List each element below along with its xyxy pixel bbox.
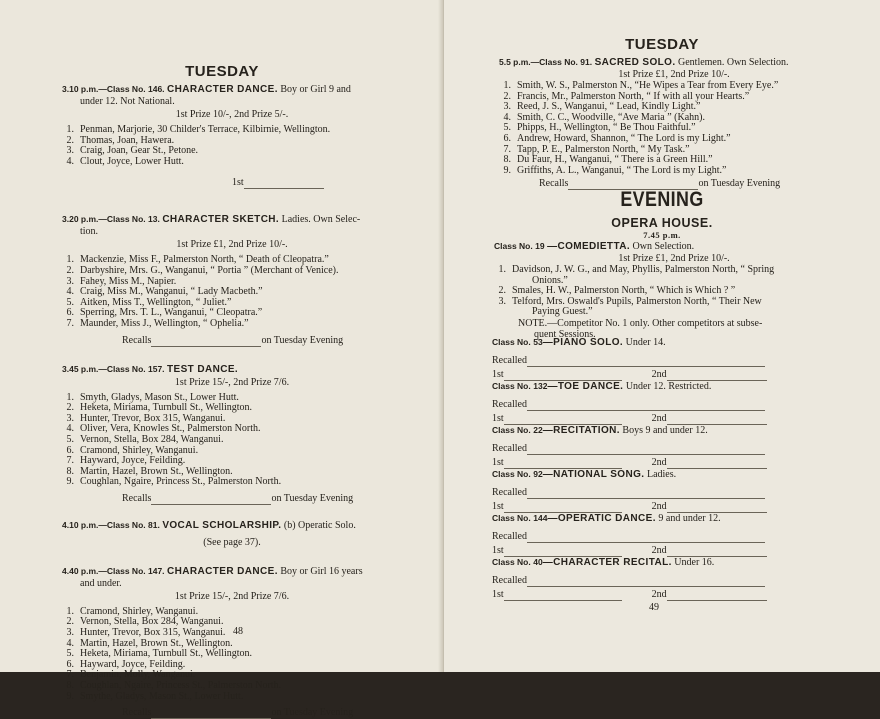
page-heading: TUESDAY	[625, 36, 699, 53]
entry-number	[514, 307, 532, 318]
entry-text: Smyth, Gladys, Mason St., Lower Hutt.	[80, 391, 239, 403]
class-heading	[62, 519, 402, 532]
class-number: 40	[533, 557, 543, 567]
entry-text: Paying Guest.”	[532, 306, 593, 318]
entry-text: Du Faur, H., Wanganui, “ There is a Green Hill.”	[517, 154, 713, 166]
entry-text: Cramond, Shirley, Wanganui.	[80, 444, 199, 456]
recalls-line	[62, 707, 402, 719]
entry-text: Hunter, Trevor, Box 315, Wanganui.	[80, 627, 226, 639]
class-number: —Class No. 157.	[98, 363, 165, 374]
first-label: 1st	[492, 369, 504, 380]
class-time: 5.5 p.m.	[499, 57, 531, 67]
class-heading	[62, 213, 402, 226]
second-label: 2nd	[651, 589, 667, 600]
entry-text: Griffiths, A. L., Wanganui, “ The Lord is my Light.”	[517, 164, 727, 176]
entry-number: 1.	[66, 605, 74, 617]
entry-text: Heketa, Miriama, Turnbull St., Wellington.	[80, 648, 253, 660]
recalled-line	[492, 487, 832, 499]
first-label: 1st	[492, 457, 504, 468]
entry-number: 1.	[503, 80, 511, 91]
entry-text: Coughlan, Ngaire, Princess St., Palmerston North.	[80, 680, 282, 692]
recalled-line	[492, 355, 832, 367]
fill-in-line	[527, 358, 765, 367]
fill-in-line	[527, 446, 765, 455]
entry-number: 2.	[66, 134, 74, 146]
entry-text: Fahey, Miss M., Napier.	[80, 275, 177, 287]
recall-classes	[492, 336, 832, 600]
entry-text: Francis, Mr., Palmerston North, “ If with all your Hearts.”	[517, 90, 750, 102]
prize-line: 1st Prize 10/-, 2nd Prize 5/-.	[175, 109, 289, 120]
class-number: —Class No. 81.	[98, 519, 160, 530]
class-section	[62, 565, 402, 719]
entry-text: Telford, Mrs. Oswald's Pupils, Palmerston North, “ Their New	[512, 295, 762, 307]
entry-number: 4.	[66, 423, 74, 435]
entry-number: 7.	[66, 669, 74, 681]
entry-number: 6.	[66, 444, 74, 456]
entry-list	[499, 81, 849, 176]
entry-list	[62, 607, 402, 702]
class-heading	[492, 336, 832, 349]
entry-text: Coughlan, Ngaire, Princess St., Palmerston North.	[80, 476, 282, 488]
class-title: —NATIONAL SONG.	[542, 469, 645, 480]
entry-text: Heketa, Miriama, Turnbull St., Wellington.	[80, 402, 253, 414]
entry-number: 2.	[498, 285, 506, 297]
recalls-line	[62, 493, 402, 505]
entry-number: 2.	[66, 402, 74, 414]
class-number-label: Class No.	[492, 513, 531, 523]
recalls-label: Recalls	[122, 334, 152, 346]
class-number: —Class No. 146.	[98, 84, 165, 94]
entry-number: 3.	[498, 295, 506, 307]
fill-in-line	[504, 592, 622, 601]
second-label: 2nd	[651, 369, 667, 380]
class-time: 3.20 p.m.	[62, 214, 99, 225]
entry-number: 7.	[503, 143, 511, 155]
class-heading	[62, 83, 402, 96]
fill-in-line	[527, 534, 765, 543]
class-title: —COMEDIETTA.	[547, 241, 631, 252]
recalled-line	[492, 531, 832, 543]
list-item	[62, 319, 402, 330]
entry-text: Vernon, Stella, Box 284, Wanganui.	[80, 433, 224, 445]
class-description: Boys 9 and under 12.	[622, 425, 708, 436]
entry-number: 9.	[66, 476, 74, 488]
page-number: 49	[649, 602, 659, 613]
prize-line: 1st Prize £1, 2nd Prize 10/-.	[176, 239, 288, 251]
class-section	[62, 213, 402, 346]
entry-text: Tapp, P. E., Palmerston North, “ My Task.”	[517, 143, 690, 155]
page-number: 48	[233, 626, 243, 637]
entry-number: 1.	[66, 254, 74, 266]
fill-in-line	[151, 496, 271, 505]
entry-text: Hunter, Trevor, Box 315, Wanganui.	[80, 412, 226, 424]
entry-number: 3.	[66, 627, 74, 639]
recalls-line	[62, 335, 402, 347]
class-description: Gentlemen. Own Selection.	[678, 57, 789, 68]
recalled-line	[492, 575, 832, 587]
entry-number: 2.	[503, 90, 511, 102]
entry-text: Craig, Joan, Gear St., Petone.	[80, 145, 199, 157]
entry-text: Smith, W. S., Palmerston N., “He Wipes a Tear from Every Eye.”	[517, 80, 779, 91]
class-number: —Class No. 13.	[98, 214, 160, 225]
entry-text: Davidson, J. W. G., and May, Phyllis, Palmerston North, “ Spring	[512, 264, 775, 275]
list-item	[499, 166, 849, 177]
see-page-note: (See page 37).	[203, 536, 261, 548]
class-title: CHARACTER DANCE.	[167, 565, 278, 577]
fill-in-line	[151, 338, 261, 347]
entry-text: Sperring, Mrs. T. L., Wanganui, “ Cleopatra.”	[80, 307, 263, 319]
entry-number: 4.	[66, 286, 74, 298]
class-number-label: Class No.	[492, 469, 531, 479]
class-heading	[492, 512, 832, 525]
recalls-tail: on Tuesday Evening	[271, 707, 354, 719]
entry-number: 7.	[66, 317, 74, 329]
recalled-label: Recalled	[492, 487, 527, 498]
class-number: 92	[533, 469, 543, 479]
class-number-label: Class No.	[492, 557, 531, 567]
class-section	[62, 83, 402, 189]
prize-line: 1st Prize 15/-, 2nd Prize 7/6.	[174, 590, 290, 602]
entry-number: 8.	[66, 465, 74, 477]
left-schedule	[62, 83, 402, 719]
list-item	[499, 134, 849, 145]
class-heading	[62, 363, 402, 376]
class-title: —OPERATIC DANCE.	[547, 513, 656, 524]
prize-line: 1st Prize £1, 2nd Prize 10/-.	[618, 69, 730, 80]
entry-text: Smith, C. C., Woodville, “Ave Maria ” (Kahn).	[517, 111, 705, 123]
recall-class-block	[492, 468, 832, 512]
entry-text: Benjamin, Molly, Wanganui.	[80, 669, 196, 681]
venue-time: 7.45 p.m.	[643, 230, 681, 240]
recalled-label: Recalled	[492, 443, 527, 454]
entry-text: Darbyshire, Mrs. G., Wanganui, “ Portia ” (Merchant of Venice).	[80, 264, 339, 276]
class-heading	[492, 424, 832, 437]
recalls-label: 1st	[232, 177, 244, 189]
list-item	[62, 266, 402, 277]
entry-number: 4.	[66, 155, 74, 167]
first-label: 1st	[492, 545, 504, 556]
entry-number: 8.	[503, 154, 511, 166]
entry-number: 3.	[503, 101, 511, 113]
recalled-line	[492, 399, 832, 411]
entry-text: Mackenzie, Miss F., Palmerston North, “ Death of Cleopatra.”	[80, 254, 329, 266]
placings-line	[492, 589, 832, 601]
entry-number: 7.	[66, 455, 74, 467]
recall-class-block	[492, 556, 832, 600]
entry-text: Aitken, Miss T., Wellington, “ Juliet.”	[80, 296, 232, 308]
entry-list	[62, 255, 402, 329]
class-heading	[492, 468, 832, 481]
fill-in-line	[527, 402, 765, 411]
prize-line: 1st Prize £1, 2nd Prize 10/-.	[618, 253, 730, 264]
class-time: 3.45 p.m.	[62, 363, 99, 374]
second-label: 2nd	[651, 545, 667, 556]
entry-text: Hayward, Joyce, Feilding.	[80, 455, 186, 467]
entry-number: 9.	[66, 690, 74, 702]
class-title: CHARACTER SKETCH.	[162, 214, 280, 226]
class-time: 4.40 p.m.	[62, 565, 99, 576]
recalls-tail: on Tuesday Evening	[271, 492, 354, 504]
entry-text: Oliver, Vera, Knowles St., Palmerston North.	[80, 423, 261, 435]
recall-class-block	[492, 336, 832, 380]
first-label: 1st	[492, 589, 504, 600]
prize-line: 1st Prize 15/-, 2nd Prize 7/6.	[174, 376, 290, 388]
entry-number: 6.	[503, 132, 511, 144]
list-item	[499, 81, 849, 92]
entry-text: Martin, Hazel, Brown St., Wellington.	[80, 637, 233, 649]
class-number-label: Class No.	[492, 425, 531, 435]
entry-number: 2.	[66, 264, 74, 276]
class-title: —PIANO SOLO.	[542, 337, 624, 348]
class-number: —Class No. 91.	[530, 57, 593, 67]
recall-class-block	[492, 424, 832, 468]
class-title: —TOE DANCE.	[547, 381, 624, 392]
entry-text: Hayward, Joyce, Feilding.	[80, 658, 186, 670]
entry-number: 5.	[66, 296, 74, 308]
class-description: Boy or Girl 16 years	[280, 565, 363, 577]
second-label: 2nd	[651, 501, 667, 512]
fill-in-line	[667, 460, 767, 469]
entry-number: 2.	[66, 616, 74, 628]
venue-heading: OPERA HOUSE.	[611, 216, 713, 230]
class-title: VOCAL SCHOLARSHIP.	[162, 519, 282, 531]
class-description: Own Selection.	[632, 241, 695, 252]
entry-text: Phipps, H., Wellington, “ Be Thou Faithful.”	[517, 122, 696, 134]
class-description-cont: tion.	[80, 226, 99, 238]
class-description: (b) Operatic Solo.	[283, 519, 356, 531]
entry-number: 4.	[66, 637, 74, 649]
class-section	[62, 363, 402, 505]
evening-heading: EVENING	[620, 188, 704, 211]
class-heading	[62, 565, 402, 578]
class-time: 4.10 p.m.	[62, 519, 99, 530]
recalled-label: Recalled	[492, 531, 527, 542]
entry-number: 3.	[66, 275, 74, 287]
fill-in-line	[151, 710, 271, 719]
class-number: 132	[533, 381, 548, 391]
class-number: 22	[533, 425, 543, 435]
class-heading	[494, 240, 854, 253]
entry-text: Craig, Miss M., Wanganui, “ Lady Macbeth.”	[80, 286, 263, 298]
entry-list	[494, 265, 854, 318]
recalled-label: Recalled	[492, 355, 527, 366]
list-item	[62, 435, 402, 446]
entry-number: 5.	[503, 122, 511, 134]
entry-number: 8.	[66, 680, 74, 692]
class-description: Under 12. Restricted.	[625, 381, 712, 392]
recalls-tail: on Tuesday Evening	[698, 178, 781, 190]
entry-text: Vernon, Stella, Box 284, Wanganui.	[80, 616, 224, 628]
recall-class-block	[492, 380, 832, 424]
class-heading	[499, 56, 849, 69]
list-item	[62, 125, 402, 136]
recall-class-block	[492, 512, 832, 556]
class-number-label: Class No.	[492, 381, 531, 391]
class-number: —Class No. 147.	[98, 565, 165, 576]
class-heading	[492, 556, 832, 569]
class-title: SACRED SOLO.	[594, 57, 676, 68]
first-label: 1st	[492, 413, 504, 424]
class-title: CHARACTER DANCE.	[167, 84, 278, 95]
class-description-cont: under 12. Not National.	[80, 96, 175, 107]
sacred-solo-section	[499, 56, 849, 190]
fill-in-line	[527, 490, 765, 499]
fill-in-line	[244, 180, 324, 189]
class-description: Ladies. Own Selec-	[281, 214, 361, 226]
entry-text: Smales, H. W., Palmerston North, “ Which is Which ? ”	[512, 285, 736, 297]
class-heading	[492, 380, 832, 393]
entry-number: 3.	[66, 412, 74, 424]
class-description: Boy or Girl 9 and	[280, 84, 351, 95]
entry-text: Clout, Joyce, Lower Hutt.	[80, 155, 184, 167]
class-number: Class No. 19	[494, 241, 545, 251]
right-page	[444, 0, 880, 672]
first-label: 1st	[492, 501, 504, 512]
evening-block	[444, 188, 880, 240]
class-description-cont: and under.	[80, 577, 122, 589]
entry-number: 5.	[66, 648, 74, 660]
entry-text: Onions.”	[532, 274, 568, 286]
class-number: 53	[533, 337, 543, 347]
class-title: —RECITATION.	[542, 425, 620, 436]
entry-text: Thomas, Joan, Hawera.	[80, 134, 175, 146]
page-heading: TUESDAY	[185, 63, 259, 80]
entry-text: Penman, Marjorie, 30 Childer's Terrace, Kilbirnie, Wellington.	[80, 124, 331, 135]
recalls-label: Recalls	[122, 707, 152, 719]
class-description: 9 and under 12.	[658, 513, 721, 524]
recalls-line	[62, 177, 402, 189]
fill-in-line	[527, 578, 765, 587]
list-item	[494, 265, 854, 276]
entry-number: 1.	[66, 391, 74, 403]
list-item	[62, 157, 402, 168]
entry-number: 1.	[66, 124, 74, 135]
class-number-label: Class No.	[492, 337, 531, 347]
class-section	[62, 519, 402, 549]
list-item	[62, 477, 402, 488]
entry-number: 4.	[503, 111, 511, 123]
class-description: Under 16.	[674, 557, 715, 568]
recalled-line	[492, 443, 832, 455]
recalls-label: Recalls	[539, 178, 569, 190]
recalled-label: Recalled	[492, 399, 527, 410]
fill-in-line	[667, 592, 767, 601]
recalls-tail: on Tuesday Evening	[261, 334, 344, 346]
note-text: NOTE.—Competitor No. 1 only. Other competitors at subse-	[518, 317, 763, 329]
list-item	[494, 307, 854, 318]
second-label: 2nd	[651, 413, 667, 424]
entry-text: Reed, J. S., Wanganui, “ Lead, Kindly Light.”	[517, 101, 701, 113]
entry-number: 6.	[66, 307, 74, 319]
entry-number: 9.	[503, 164, 511, 176]
note-text-cont: quent Sessions.	[534, 328, 596, 340]
comedietta-section	[494, 240, 854, 340]
recalls-label: Recalls	[122, 492, 152, 504]
class-description: Ladies.	[646, 469, 677, 480]
entry-text: Andrew, Howard, Shannon, “ The Lord is my Light.”	[517, 132, 731, 144]
second-label: 2nd	[651, 457, 667, 468]
entry-text: Maunder, Miss J., Wellington, “ Ophelia.”	[80, 317, 249, 329]
class-title: —CHARACTER RECITAL.	[542, 557, 672, 568]
entry-number: 1.	[498, 264, 506, 275]
entry-list	[62, 393, 402, 488]
class-number: 144	[533, 513, 548, 523]
entry-number: 6.	[66, 658, 74, 670]
entry-number: 3.	[66, 145, 74, 157]
class-title: TEST DANCE.	[167, 363, 239, 375]
recalled-label: Recalled	[492, 575, 527, 586]
entry-text: Smythe, Gladys, Mason St., Lower Hutt.	[80, 690, 244, 702]
entry-text: Cramond, Shirley, Wanganui.	[80, 605, 199, 617]
entry-text: Martin, Hazel, Brown St., Wellington.	[80, 465, 233, 477]
class-time: 3.10 p.m.	[62, 84, 99, 94]
class-description: Under 14.	[625, 337, 666, 348]
entry-number: 5.	[66, 433, 74, 445]
entry-list	[62, 125, 402, 167]
list-item	[62, 692, 402, 703]
